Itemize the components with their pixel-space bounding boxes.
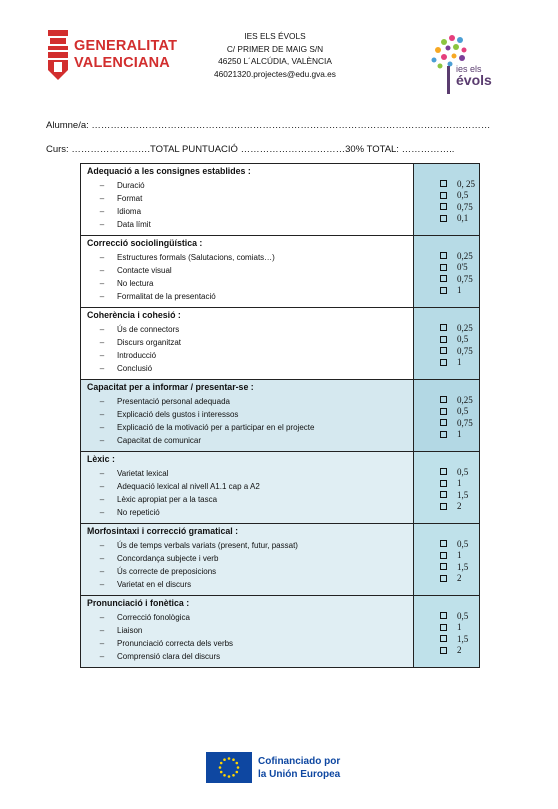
dash-bullet-icon: – [99,351,105,360]
score-value: 0,75 [457,417,473,428]
checkbox-icon[interactable] [440,396,447,403]
school-city: 46250 L´ALCÚDIA, VALÈNCIA [218,56,332,66]
score-options-column [414,164,479,235]
criterion-item [87,493,407,506]
section-title: Pronunciació i fonètica : [87,598,190,608]
criterion-item [87,323,407,336]
checkbox-icon[interactable] [440,612,447,619]
score-option[interactable] [440,645,479,657]
checkbox-icon[interactable] [440,408,447,415]
criterion-label: Duració [117,181,145,190]
criterion-item [87,362,407,375]
score-value: 1 [457,478,462,489]
score-option[interactable] [440,190,479,202]
checkbox-icon[interactable] [440,324,447,331]
score-value: 1 [457,550,462,561]
score-value: 0,75 [457,201,473,212]
criterion-item [87,434,407,447]
criteria-column [81,164,414,235]
criterion-label: Ús de connectors [117,325,180,334]
criterion-label: Lèxic apropiat per a la tasca [117,495,218,504]
criterion-label: Data límit [117,220,151,229]
dash-bullet-icon: – [99,495,105,504]
score-value: 1 [457,622,462,633]
criterion-item [87,578,407,591]
criterion-item [87,264,407,277]
score-options-column [414,380,479,451]
school-email: 46021320.projectes@edu.gva.es [214,68,336,79]
eu-star-icon [228,757,231,760]
dash-bullet-icon: – [99,181,105,190]
score-option[interactable] [440,610,479,622]
evols-big-text: évols [456,72,492,88]
score-option[interactable] [440,334,479,346]
dash-bullet-icon: – [99,266,105,275]
criterion-item [87,218,407,231]
criteria-column [81,380,414,451]
score-value: 0,5 [457,334,469,345]
checkbox-icon[interactable] [440,336,447,343]
score-option[interactable] [440,322,479,334]
eu-star-icon [223,774,226,777]
checkbox-icon[interactable] [440,540,447,547]
eu-star-icon [220,771,223,774]
checkbox-icon[interactable] [440,180,447,187]
score-value: 1 [457,285,462,296]
criterion-label: Varietat en el discurs [117,580,192,589]
score-value: 1 [457,429,462,440]
rubric-section [81,307,479,379]
score-option[interactable] [440,622,479,634]
checkbox-icon[interactable] [440,203,447,210]
score-value: 0, 25 [457,178,475,189]
criterion-label: Explicació de la motivació per a participar en el projecte [117,423,315,432]
checkbox-icon[interactable] [440,468,447,475]
score-option[interactable] [440,429,479,441]
score-value: 1 [457,357,462,368]
score-value: 1,5 [457,561,469,572]
checkbox-icon[interactable] [440,192,447,199]
dash-bullet-icon: – [99,436,105,445]
score-option[interactable] [440,213,479,225]
criterion-label: Ús correcte de preposicions [117,567,217,576]
checkbox-icon[interactable] [440,215,447,222]
eu-cofinancing-badge [206,752,356,784]
score-option[interactable] [440,406,479,418]
eu-line-1: Cofinanciado por [258,756,341,767]
score-value: 1,5 [457,633,469,644]
checkbox-icon[interactable] [440,503,447,510]
score-option[interactable] [440,633,479,645]
course-total-line[interactable]: Curs: …………………….TOTAL PUNTUACIÓ ……………………………30% TOTAL: …………….. [46,144,455,155]
score-value: 2 [457,501,462,512]
score-option[interactable] [440,357,479,369]
criterion-label: Introducció [117,351,157,360]
criterion-label: Discurs organitzat [117,338,182,347]
dash-bullet-icon: – [99,567,105,576]
dash-bullet-icon: – [99,652,105,661]
criterion-label: Ús de temps verbals variats (present, futur, passat) [117,541,298,550]
criterion-label: Pronunciació correcta dels verbs [117,639,234,648]
criterion-label: No lectura [117,279,154,288]
score-value: 0'5 [457,262,468,273]
checkbox-icon[interactable] [440,252,447,259]
dash-bullet-icon: – [99,220,105,229]
score-value: 0,25 [457,250,473,261]
criterion-item [87,408,407,421]
dash-bullet-icon: – [99,639,105,648]
criterion-item [87,179,407,192]
checkbox-icon[interactable] [440,552,447,559]
school-street: C/ PRIMER DE MAIG S/N [226,43,324,54]
checkbox-icon[interactable] [440,264,447,271]
criterion-label: Comprensió clara del discurs [117,652,221,661]
criterion-label: Contacte visual [117,266,172,275]
criterion-label: Correcció fonològica [117,613,190,622]
dash-bullet-icon: – [99,626,105,635]
score-option[interactable] [440,466,479,478]
dash-bullet-icon: – [99,482,105,491]
score-option[interactable] [440,178,479,190]
score-option[interactable] [440,285,479,297]
rubric-section [81,164,479,235]
criterion-item [87,637,407,650]
criterion-item [87,349,407,362]
dash-bullet-icon: – [99,469,105,478]
dash-bullet-icon: – [99,207,105,216]
criterion-label: Format [117,194,143,203]
score-option[interactable] [440,489,479,501]
eu-line-2: la Unión Europea [258,769,341,780]
criterion-label: Explicació dels gustos i interessos [117,410,239,419]
evols-small-text: ies els [456,64,482,74]
criterion-item [87,611,407,624]
dash-bullet-icon: – [99,580,105,589]
section-title: Coherència i cohesió : [87,310,181,320]
score-option[interactable] [440,478,479,490]
score-value: 1,5 [457,489,469,500]
criteria-column [81,596,414,667]
criterion-item [87,650,407,663]
logo-line-2: VALENCIANA [74,55,170,71]
dash-bullet-icon: – [99,397,105,406]
checkbox-icon[interactable] [440,563,447,570]
score-options-column [414,596,479,667]
dash-bullet-icon: – [99,364,105,373]
checkbox-icon[interactable] [440,480,447,487]
criterion-item [87,480,407,493]
criterion-label: Formalitat de la presentació [117,292,216,301]
criterion-label: Idioma [117,207,142,216]
criterion-item [87,395,407,408]
checkbox-icon[interactable] [440,635,447,642]
checkbox-icon[interactable] [440,419,447,426]
dash-bullet-icon: – [99,423,105,432]
score-value: 0,5 [457,190,469,201]
criterion-label: Varietat lexical [117,469,169,478]
dash-bullet-icon: – [99,554,105,563]
generalitat-emblem-icon [46,30,70,82]
section-title: Correcció sociolingüística : [87,238,203,248]
score-option[interactable] [440,262,479,274]
criterion-item [87,565,407,578]
criteria-column [81,452,414,523]
score-option[interactable] [440,550,479,562]
checkbox-icon[interactable] [440,359,447,366]
score-option[interactable] [440,501,479,513]
score-option[interactable] [440,345,479,357]
score-value: 0,1 [457,213,469,224]
dash-bullet-icon: – [99,279,105,288]
rubric-section [81,379,479,451]
checkbox-icon[interactable] [440,575,447,582]
checkbox-icon[interactable] [440,347,447,354]
generalitat-valenciana-logo [46,30,186,84]
section-title: Morfosintaxi i correcció gramatical : [87,526,239,536]
criterion-item [87,421,407,434]
criterion-item [87,205,407,218]
dash-bullet-icon: – [99,194,105,203]
logo-line-1: GENERALITAT [74,38,178,54]
score-value: 0,25 [457,322,473,333]
eu-star-icon [223,758,226,761]
checkbox-icon[interactable] [440,491,447,498]
score-value: 0,25 [457,394,473,405]
criterion-label: Liaison [117,626,143,635]
eu-text [258,755,340,781]
criterion-item [87,290,407,303]
criterion-item [87,539,407,552]
score-options-column [414,308,479,379]
criterion-item [87,467,407,480]
dash-bullet-icon: – [99,508,105,517]
school-name: IES ELS ÉVOLS [244,31,306,41]
criterion-label: No repetició [117,508,160,517]
section-title: Capacitat per a informar / presentar-se : [87,382,254,392]
eu-star-icon [220,762,223,765]
student-name-line[interactable]: Alumne/a: ……………………………………………………………………………………………………………… [46,120,491,131]
rubric-section [81,235,479,307]
criterion-label: Adequació lexical al nivell A1.1 cap a A2 [117,482,260,491]
rubric-section [81,595,479,667]
criterion-item [87,277,407,290]
score-value: 0,75 [457,273,473,284]
score-value: 0,5 [457,466,469,477]
score-value: 2 [457,573,462,584]
dash-bullet-icon: – [99,613,105,622]
criterion-label: Capacitat de comunicar [117,436,202,445]
evaluation-rubric-table [80,163,480,668]
checkbox-icon[interactable] [440,431,447,438]
score-option[interactable] [440,417,479,429]
eu-star-icon [232,774,235,777]
score-value: 2 [457,645,462,656]
score-value: 0,75 [457,345,473,356]
checkbox-icon[interactable] [440,275,447,282]
eu-star-icon [235,771,238,774]
rubric-section [81,451,479,523]
score-option[interactable] [440,573,479,585]
score-option[interactable] [440,394,479,406]
rubric-section [81,523,479,595]
eu-flag-icon [206,752,252,783]
criterion-label: Concordança subjecte i verb [117,554,219,563]
criterion-label: Conclusió [117,364,153,373]
score-option[interactable] [440,538,479,550]
section-title: Lèxic : [87,454,115,464]
criterion-item [87,251,407,264]
dash-bullet-icon: – [99,325,105,334]
generalitat-logo-text [74,38,177,72]
dash-bullet-icon: – [99,253,105,262]
criterion-item [87,552,407,565]
criteria-column [81,308,414,379]
section-title: Adequació a les consignes establides : [87,166,251,176]
dash-bullet-icon: – [99,541,105,550]
score-value: 0,5 [457,406,469,417]
criteria-column [81,524,414,595]
criteria-column [81,236,414,307]
criterion-label: Estructures formals (Salutacions, comiats…) [117,253,275,262]
page-header [0,0,558,100]
eu-star-icon [232,758,235,761]
score-options-column [414,524,479,595]
criterion-label: Presentació personal adequada [117,397,230,406]
eu-star-icon [219,766,222,769]
criterion-item [87,192,407,205]
dash-bullet-icon: – [99,292,105,301]
score-value: 0,5 [457,538,469,549]
score-options-column [414,452,479,523]
checkbox-icon[interactable] [440,624,447,631]
eu-star-icon [237,766,240,769]
criterion-item [87,336,407,349]
score-options-column [414,236,479,307]
checkbox-icon[interactable] [440,287,447,294]
score-option[interactable] [440,201,479,213]
dash-bullet-icon: – [99,338,105,347]
eu-star-icon [235,762,238,765]
criterion-item [87,506,407,519]
dash-bullet-icon: – [99,410,105,419]
score-option[interactable] [440,273,479,285]
school-address [195,30,355,80]
eu-star-icon [228,775,231,778]
criterion-item [87,624,407,637]
score-option[interactable] [440,250,479,262]
score-option[interactable] [440,561,479,573]
evols-logo-text [456,64,492,86]
score-value: 0,5 [457,610,469,621]
checkbox-icon[interactable] [440,647,447,654]
